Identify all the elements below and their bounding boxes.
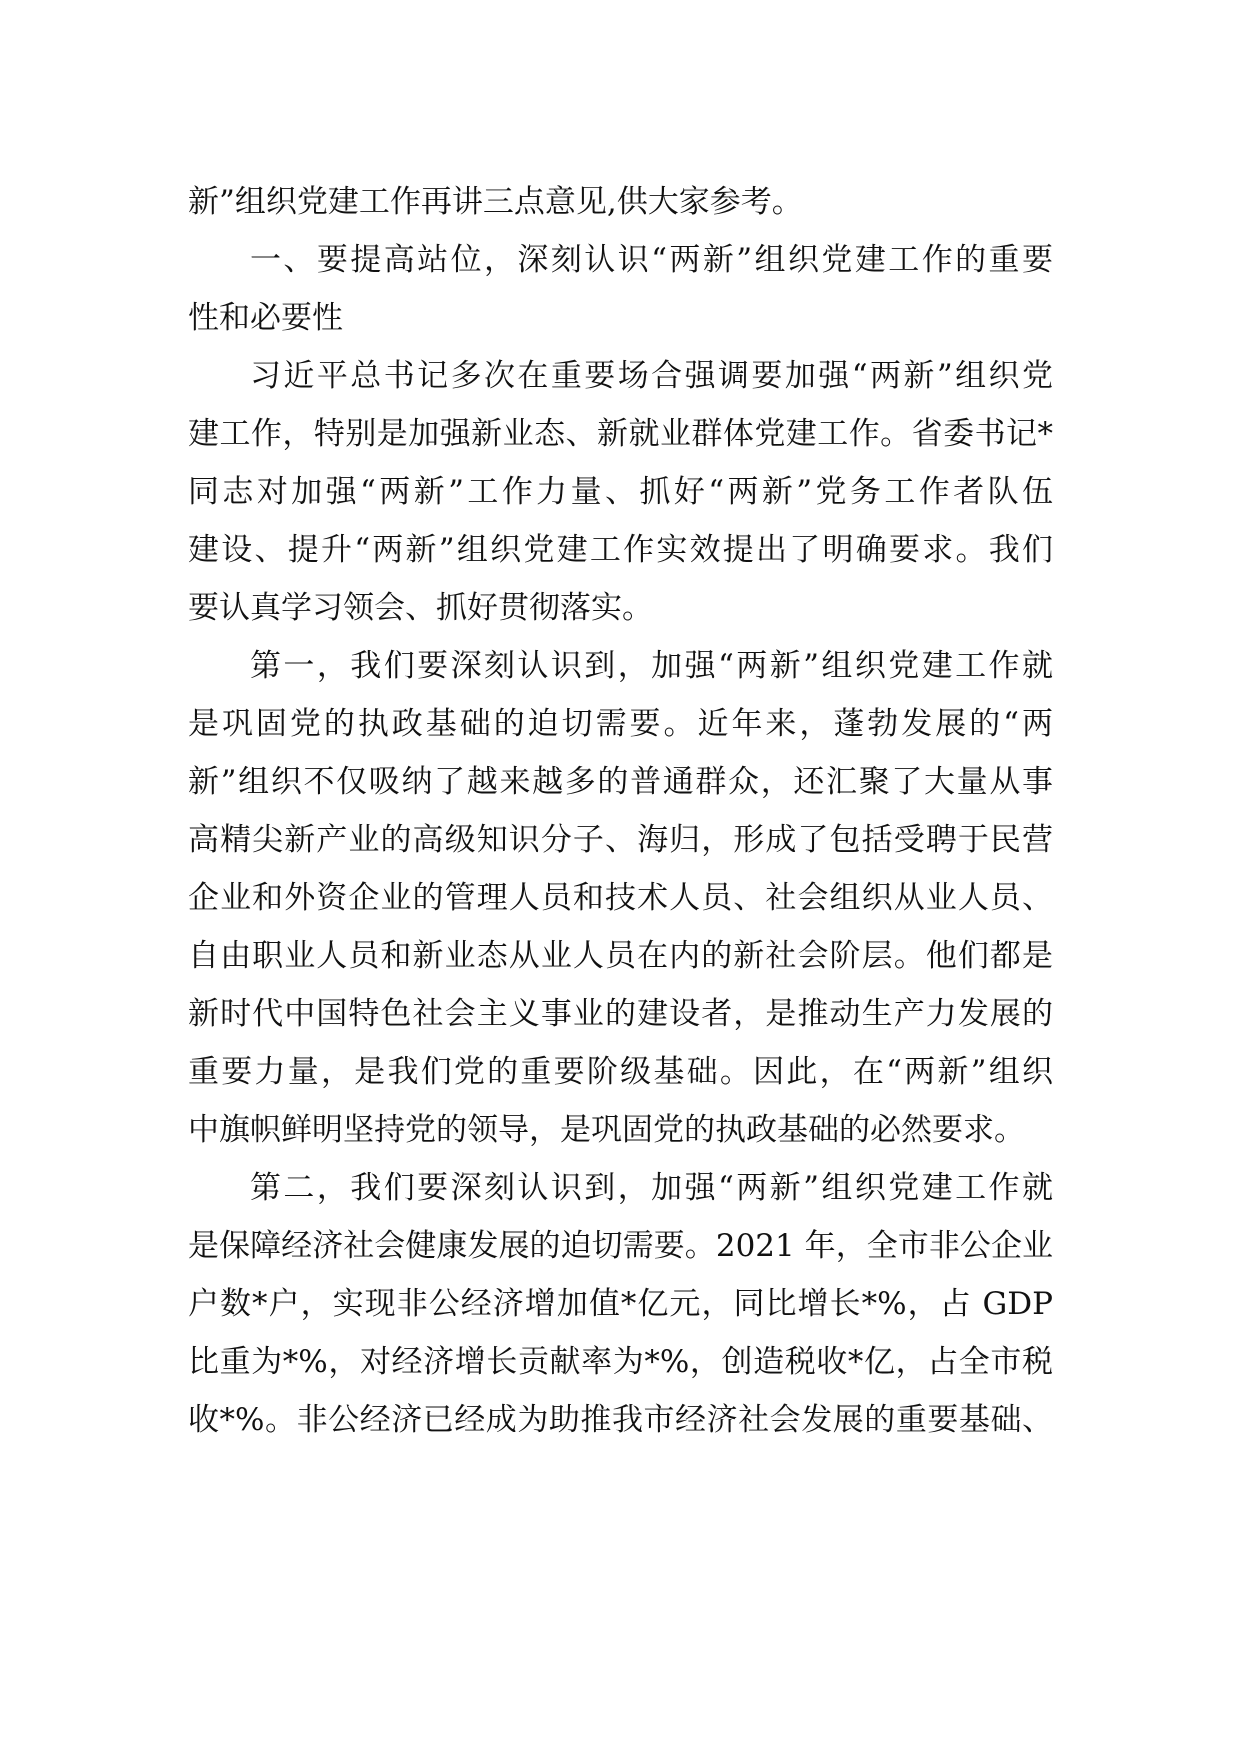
text-line: 重要力量，是我们党的重要阶级基础。因此，在“两新”组织: [188, 1054, 1053, 1090]
text-line: 习近平总书记多次在重要场合强调要加强“两新”组织党: [250, 358, 1053, 394]
text-line: 第一，我们要深刻认识到，加强“两新”组织党建工作就: [250, 648, 1053, 684]
text-line: 中旗帜鲜明坚持党的领导，是巩固党的执政基础的必然要求。: [188, 1112, 1025, 1148]
text-line: 新时代中国特色社会主义事业的建设者，是推动生产力发展的: [188, 996, 1053, 1032]
text-line: 要认真学习领会、抓好贯彻落实。: [188, 590, 653, 626]
text-line: 同志对加强“两新”工作力量、抓好“两新”党务工作者队伍: [188, 474, 1053, 510]
text-line: 自由职业人员和新业态从业人员在内的新社会阶层。他们都是: [188, 938, 1053, 974]
text-line: 新”组织党建工作再讲三点意见,供大家参考。: [188, 184, 803, 220]
text-line: 企业和外资企业的管理人员和技术人员、社会组织从业人员、: [188, 880, 1053, 916]
text-line: 建设、提升“两新”组织党建工作实效提出了明确要求。我们: [188, 532, 1053, 568]
text-line: 是保障经济社会健康发展的迫切需要。2021 年，全市非公企业: [188, 1228, 1053, 1264]
section-heading-line: 一、要提高站位，深刻认识“两新”组织党建工作的重要: [250, 242, 1053, 278]
text-line: 户数*户，实现非公经济增加值*亿元，同比增长*%，占 GDP: [188, 1286, 1053, 1322]
text-line: 收*%。非公经济已经成为助推我市经济社会发展的重要基础、: [188, 1402, 1053, 1438]
text-line: 是巩固党的执政基础的迫切需要。近年来，蓬勃发展的“两: [188, 706, 1053, 742]
text-line: 第二，我们要深刻认识到，加强“两新”组织党建工作就: [250, 1170, 1053, 1206]
text-line: 高精尖新产业的高级知识分子、海归，形成了包括受聘于民营: [188, 822, 1053, 858]
text-line: 建工作，特别是加强新业态、新就业群体党建工作。省委书记*: [188, 416, 1053, 452]
text-line: 比重为*%，对经济增长贡献率为*%，创造税收*亿，占全市税: [188, 1344, 1053, 1380]
text-line: 新”组织不仅吸纳了越来越多的普通群众，还汇聚了大量从事: [188, 764, 1053, 800]
section-heading-line: 性和必要性: [188, 300, 343, 336]
